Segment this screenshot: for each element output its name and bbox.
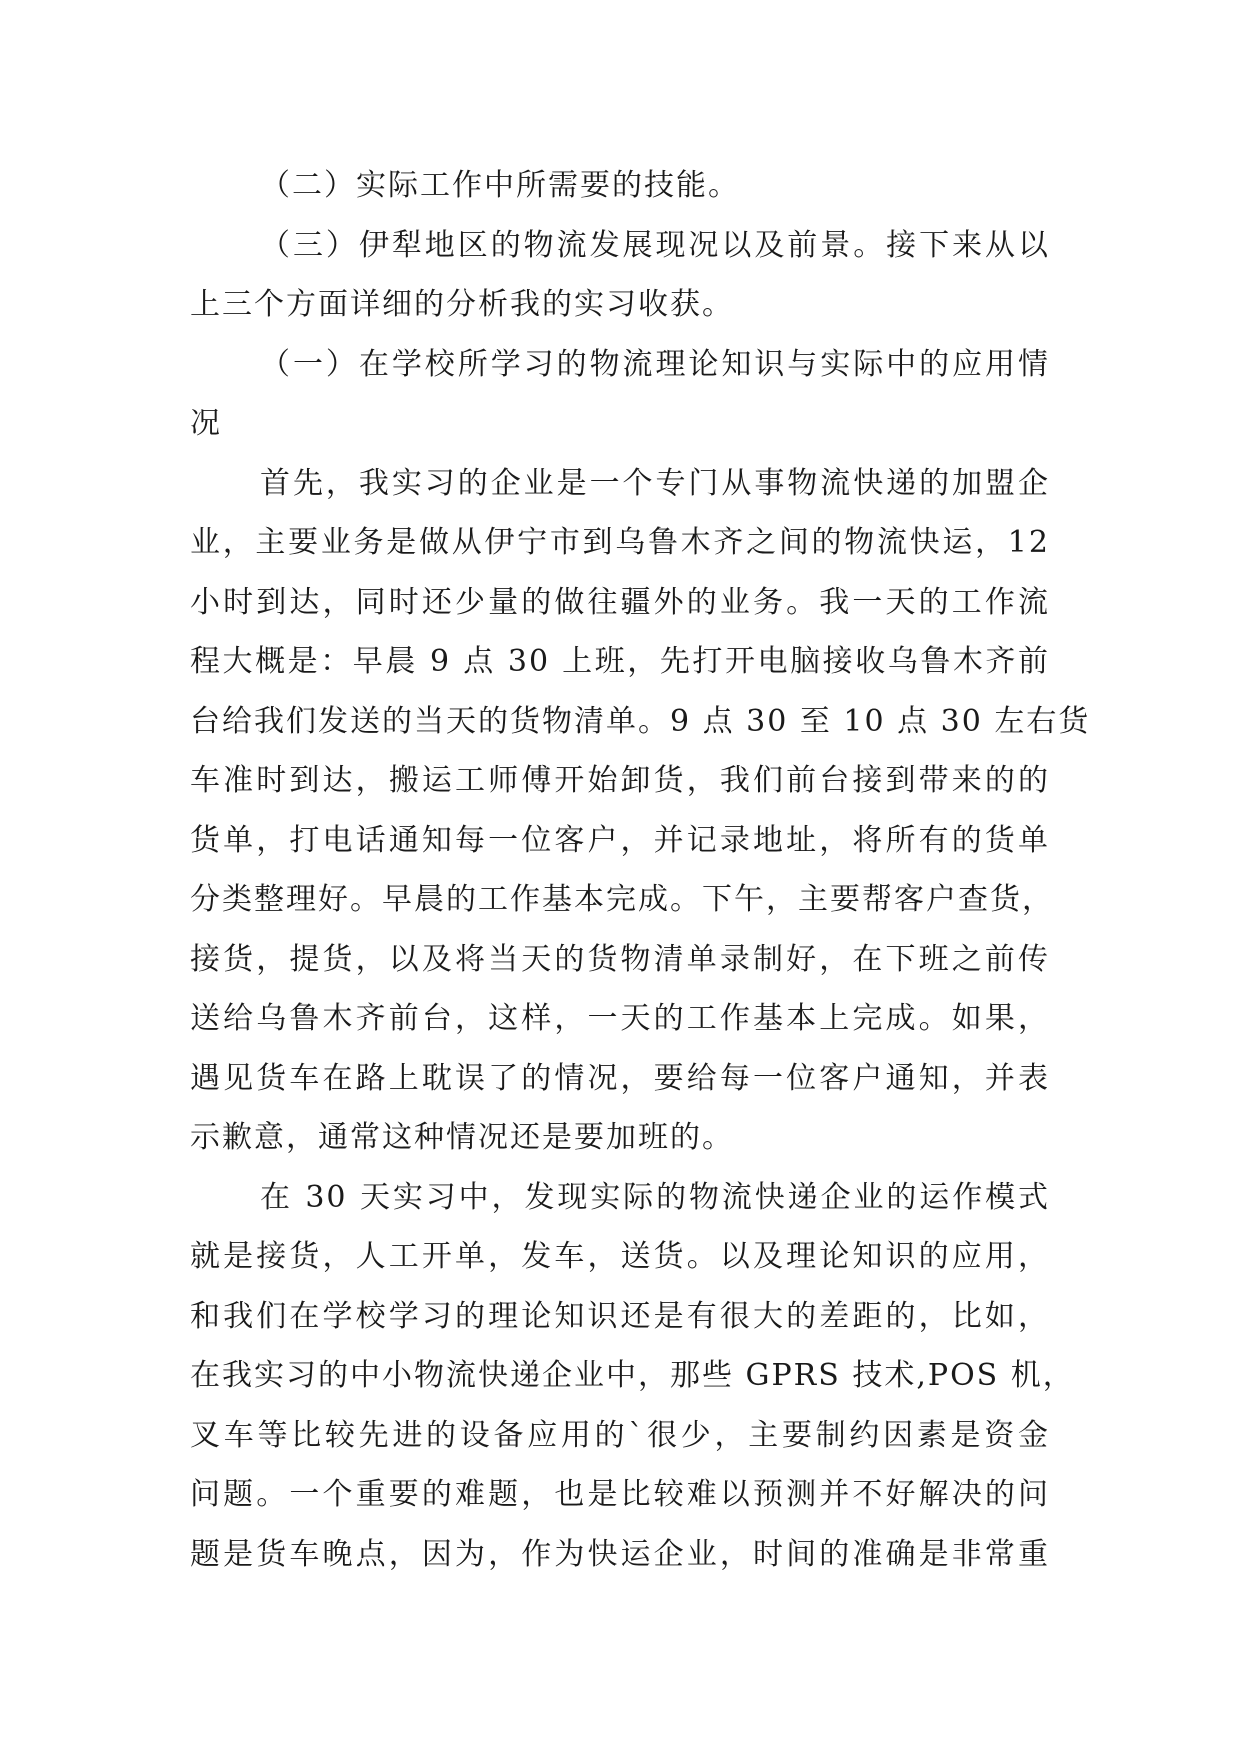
paragraph-line: 示歉意，通常这种情况还是要加班的。 <box>190 1120 734 1155</box>
paragraph-line: 业，主要业务是做从伊宁市到乌鲁木齐之间的物流快运，12 <box>190 525 1050 560</box>
paragraph-line: 就是接货，人工开单，发车，送货。以及理论知识的应用， <box>190 1239 1050 1274</box>
paragraph-line: 接货，提货，以及将当天的货物清单录制好，在下班之前传 <box>190 941 1050 977</box>
paragraph-line: 问题。一个重要的难题，也是比较难以预测并不好解决的问 <box>190 1477 1050 1512</box>
paragraph-line: （三）伊犁地区的物流发展现况以及前景。接下来从以 <box>260 227 1050 263</box>
paragraph-line: 车准时到达，搬运工师傅开始卸货，我们前台接到带来的的 <box>190 763 1050 798</box>
paragraph-line: 送给乌鲁木齐前台，这样，一天的工作基本上完成。如果， <box>190 1001 1050 1036</box>
paragraph-line: 叉车等比较先进的设备应用的`很少，主要制约因素是资金 <box>190 1417 1050 1453</box>
paragraph-line: 首先，我实习的企业是一个专门从事物流快递的加盟企 <box>260 465 1050 501</box>
section-heading-line: （一）在学校所学习的物流理论知识与实际中的应用情 <box>260 346 1050 382</box>
document-body <box>190 156 1091 1584</box>
section-heading-line: 况 <box>190 406 222 441</box>
paragraph-line: 台给我们发送的当天的货物清单。9 点 30 至 10 点 30 左右货 <box>190 703 1091 739</box>
paragraph-line: 遇见货车在路上耽误了的情况，要给每一位客户通知，并表 <box>190 1060 1050 1096</box>
paragraph-line: 题是货车晚点，因为，作为快运企业，时间的准确是非常重 <box>190 1536 1050 1572</box>
paragraph-line: 和我们在学校学习的理论知识还是有很大的差距的，比如， <box>190 1298 1050 1334</box>
paragraph-line: 小时到达，同时还少量的做往疆外的业务。我一天的工作流 <box>190 584 1050 620</box>
paragraph-line: （二）实际工作中所需要的技能。 <box>260 168 740 203</box>
paragraph-line: 上三个方面详细的分析我的实习收获。 <box>190 287 734 322</box>
paragraph-line: 在 30 天实习中，发现实际的物流快递企业的运作模式 <box>260 1179 1050 1215</box>
paragraph-line: 分类整理好。早晨的工作基本完成。下午，主要帮客户查货， <box>190 882 1054 917</box>
paragraph-line: 在我实习的中小物流快递企业中，那些 GPRS 技术,POS 机， <box>190 1358 1075 1393</box>
paragraph-line: 程大概是：早晨 9 点 30 上班，先打开电脑接收乌鲁木齐前 <box>190 644 1050 679</box>
paragraph-line: 货单，打电话通知每一位客户，并记录地址，将所有的货单 <box>190 822 1050 858</box>
